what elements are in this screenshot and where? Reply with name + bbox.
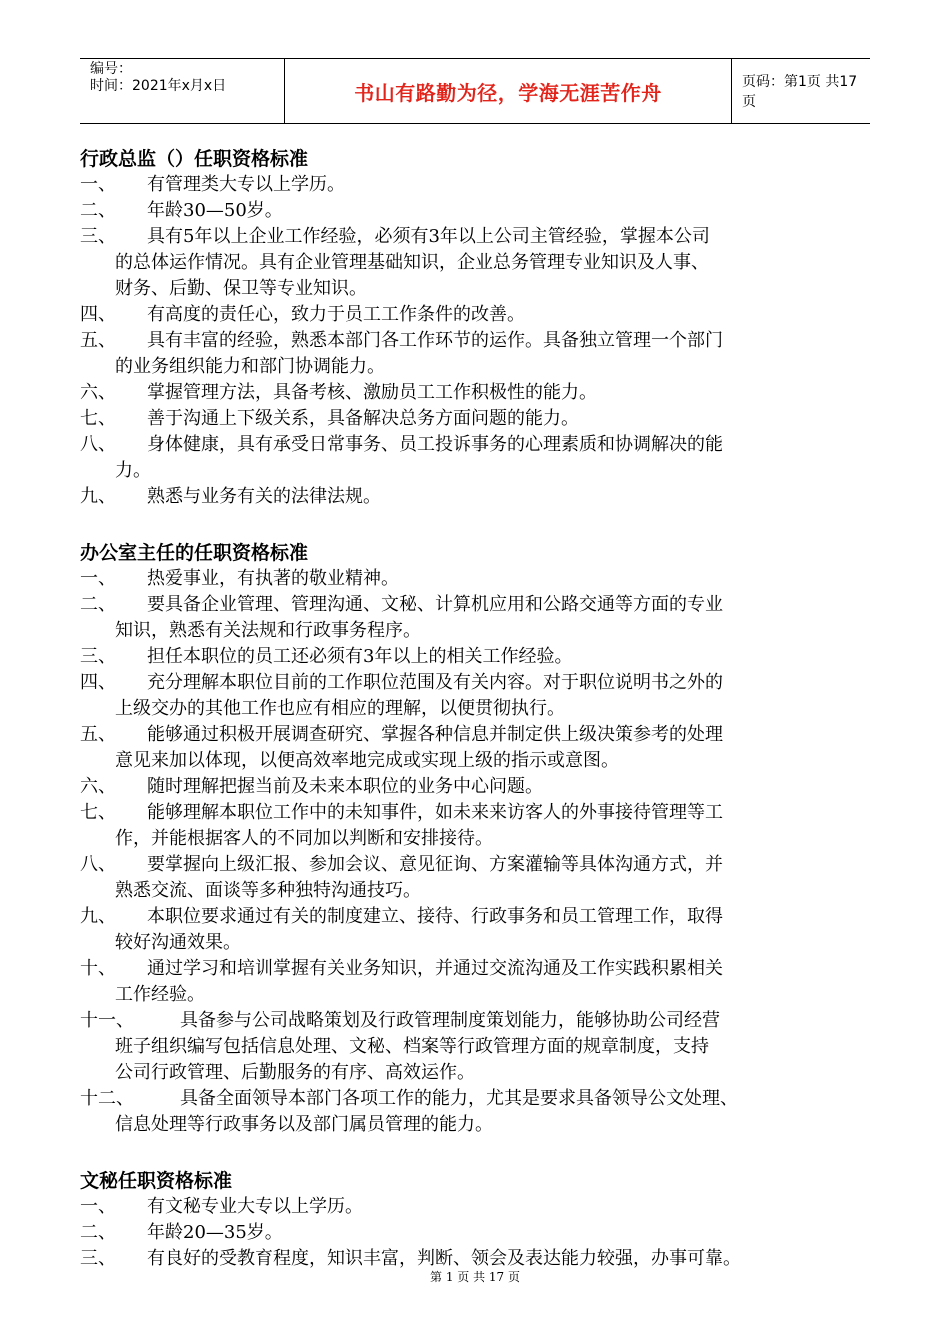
item-text: 善于沟通上下级关系，具备解决总务方面问题的能力。 [147, 408, 579, 429]
header-time: 时间：2021年x月x日 [90, 78, 227, 94]
item-number: 二、 [80, 200, 116, 221]
list-item [80, 1194, 872, 1220]
list-item [80, 224, 872, 250]
item-number: 八、 [80, 434, 116, 455]
list-item [80, 198, 872, 224]
list-item [80, 302, 872, 328]
item-continuation: 熟悉交流、面谈等多种独特沟通技巧。 [115, 880, 421, 901]
list-item [80, 670, 872, 696]
item-continuation: 力。 [115, 460, 151, 481]
item-text: 掌握管理方法，具备考核、激励员工工作积极性的能力。 [147, 382, 597, 403]
header-motto: 书山有路勤为径，学海无涯苦作舟 [354, 80, 662, 105]
item-text: 热爱事业，有执著的敬业精神。 [147, 568, 399, 589]
item-text: 要具备企业管理、管理沟通、文秘、计算机应用和公路交通等方面的专业 [147, 594, 723, 615]
page-footer: 第 1 页 共 17 页 [430, 1270, 520, 1284]
header-number: 编号： [90, 61, 132, 77]
item-text: 有良好的受教育程度，知识丰富，判断、领会及表达能力较强，办事可靠。 [147, 1248, 741, 1269]
item-text: 具有丰富的经验，熟悉本部门各工作环节的运作。具备独立管理一个部门 [147, 330, 723, 351]
item-continuation: 作，并能根据客人的不同加以判断和安排接待。 [115, 828, 493, 849]
item-number: 二、 [80, 1222, 116, 1243]
list-item [80, 1220, 872, 1246]
list-item [80, 484, 872, 510]
item-number: 十一、 [80, 1010, 134, 1031]
item-number: 三、 [80, 1248, 116, 1269]
item-text: 年龄20—35岁。 [147, 1222, 283, 1243]
item-continuation: 上级交办的其他工作也应有相应的理解，以便贯彻执行。 [115, 698, 565, 719]
item-number: 五、 [80, 330, 116, 351]
list-item [80, 852, 872, 878]
list-item [80, 406, 872, 432]
item-continuation: 公司行政管理、后勤服务的有序、高效运作。 [115, 1062, 475, 1083]
item-continuation: 较好沟通效果。 [115, 932, 241, 953]
item-continuation: 意见来加以体现，以便高效率地完成或实现上级的指示或意图。 [115, 750, 619, 771]
item-continuation: 的业务组织能力和部门协调能力。 [115, 356, 385, 377]
item-number: 十二、 [80, 1088, 134, 1109]
item-number: 六、 [80, 776, 116, 797]
item-text: 要掌握向上级汇报、参加会议、意见征询、方案灌输等具体沟通方式，并 [147, 854, 723, 875]
item-text: 身体健康，具有承受日常事务、员工投诉事务的心理素质和协调解决的能 [147, 434, 723, 455]
list-item [80, 644, 872, 670]
item-text: 担任本职位的员工还必须有3年以上的相关工作经验。 [147, 646, 573, 667]
item-number: 十、 [80, 958, 116, 979]
item-number: 二、 [80, 594, 116, 615]
item-continuation: 的总体运作情况。具有企业管理基础知识，企业总务管理专业知识及人事、 [115, 252, 709, 273]
list-item [80, 774, 872, 800]
item-text: 能够通过积极开展调查研究、掌握各种信息并制定供上级决策参考的处理 [147, 724, 723, 745]
header-meta-cell [80, 59, 284, 123]
section-title: 行政总监（）任职资格标准 [80, 148, 309, 170]
item-number: 九、 [80, 486, 116, 507]
item-text: 具备参与公司战略策划及行政管理制度策划能力，能够协助公司经营 [180, 1010, 720, 1031]
item-number: 六、 [80, 382, 116, 403]
header-page-number: 页码：第1页 共17页 [742, 74, 858, 110]
item-text: 具备全面领导本部门各项工作的能力，尤其是要求具备领导公文处理、 [180, 1088, 738, 1109]
list-item [80, 172, 872, 198]
list-item [80, 432, 872, 458]
list-item [80, 956, 872, 982]
document-header [80, 58, 870, 124]
item-number: 七、 [80, 408, 116, 429]
item-number: 七、 [80, 802, 116, 823]
list-item [80, 592, 872, 618]
list-item [80, 722, 872, 748]
list-item [80, 1008, 872, 1034]
item-number: 五、 [80, 724, 116, 745]
list-item [80, 566, 872, 592]
list-item [80, 328, 872, 354]
section-title: 办公室主任的任职资格标准 [80, 542, 309, 564]
item-continuation: 信息处理等行政事务以及部门属员管理的能力。 [115, 1114, 493, 1135]
item-number: 四、 [80, 672, 116, 693]
header-motto-cell [284, 59, 732, 123]
item-text: 具有5年以上企业工作经验，必须有3年以上公司主管经验，掌握本公司 [147, 226, 710, 247]
item-text: 能够理解本职位工作中的未知事件，如未来来访客人的外事接待管理等工 [147, 802, 723, 823]
item-number: 一、 [80, 174, 116, 195]
item-text: 有文秘专业大专以上学历。 [147, 1196, 363, 1217]
list-item [80, 904, 872, 930]
item-number: 一、 [80, 1196, 116, 1217]
item-number: 三、 [80, 646, 116, 667]
item-number: 三、 [80, 226, 116, 247]
item-number: 一、 [80, 568, 116, 589]
list-item [80, 380, 872, 406]
item-text: 有管理类大专以上学历。 [147, 174, 345, 195]
item-text: 充分理解本职位目前的工作职位范围及有关内容。对于职位说明书之外的 [147, 672, 723, 693]
item-continuation: 知识，熟悉有关法规和行政事务程序。 [115, 620, 421, 641]
item-text: 本职位要求通过有关的制度建立、接待、行政事务和员工管理工作，取得 [147, 906, 723, 927]
list-item [80, 1086, 872, 1112]
item-continuation: 工作经验。 [115, 984, 205, 1005]
item-text: 有高度的责任心，致力于员工工作条件的改善。 [147, 304, 525, 325]
document-body [80, 146, 872, 1272]
list-item [80, 800, 872, 826]
item-text: 随时理解把握当前及未来本职位的业务中心问题。 [147, 776, 543, 797]
item-continuation: 财务、后勤、保卫等专业知识。 [115, 278, 367, 299]
item-number: 九、 [80, 906, 116, 927]
item-number: 四、 [80, 304, 116, 325]
item-number: 八、 [80, 854, 116, 875]
section-gap [80, 510, 872, 540]
item-text: 熟悉与业务有关的法律法规。 [147, 486, 381, 507]
section-gap [80, 1138, 872, 1168]
section-title: 文秘任职资格标准 [80, 1170, 233, 1192]
item-continuation: 班子组织编写包括信息处理、文秘、档案等行政管理方面的规章制度，支持 [115, 1036, 709, 1057]
item-text: 通过学习和培训掌握有关业务知识，并通过交流沟通及工作实践积累相关 [147, 958, 723, 979]
item-text: 年龄30—50岁。 [147, 200, 283, 221]
header-page-cell [732, 59, 870, 123]
